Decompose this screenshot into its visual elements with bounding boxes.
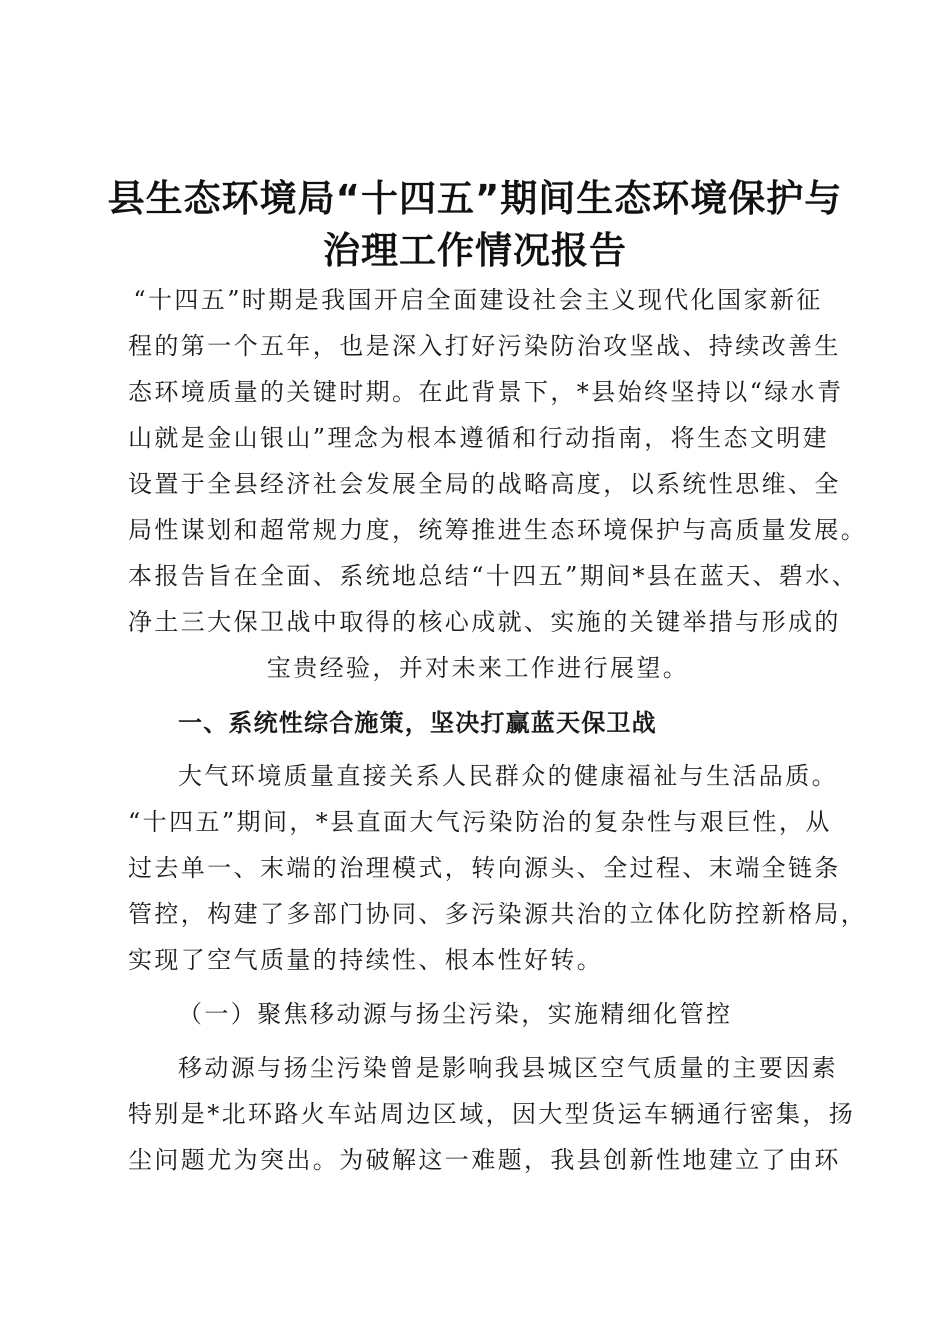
- intro-line: 净土三大保卫战中取得的核心成就、实施的关键举措与形成的: [128, 608, 841, 636]
- subsection-1-paragraph-line: 尘问题尤为突出。为破解这一难题，我县创新性地建立了由环: [128, 1146, 841, 1174]
- document-title-line-1: 县生态环境局“十四五”期间生态环境保护与: [107, 177, 843, 220]
- section-1-heading: 一、系统性综合施策，坚决打赢蓝天保卫战: [178, 709, 657, 737]
- intro-line: 程的第一个五年，也是深入打好污染防治攻坚战、持续改善生: [128, 332, 841, 360]
- intro-line: “十四五”时期是我国开启全面建设社会主义现代化国家新征: [133, 286, 823, 314]
- section-1-paragraph-line: 实现了空气质量的持续性、根本性好转。: [128, 946, 604, 974]
- intro-line: 态环境质量的关键时期。在此背景下，*县始终坚持以“绿水青: [128, 378, 844, 406]
- intro-line: 山就是金山银山”理念为根本遵循和行动指南，将生态文明建: [128, 424, 830, 452]
- subsection-1-paragraph-line: 移动源与扬尘污染曾是影响我县城区空气质量的主要因素: [178, 1054, 838, 1082]
- section-1-paragraph-line: 大气环境质量直接关系人民群众的健康福祉与生活品质。: [178, 762, 838, 790]
- section-1-paragraph-line: 过去单一、末端的治理模式，转向源头、全过程、末端全链条: [128, 854, 841, 882]
- intro-line: 局性谋划和超常规力度，统筹推进生态环境保护与高质量发展。: [128, 516, 868, 544]
- subsection-1-heading: （一）聚焦移动源与扬尘污染，实施精细化管控: [178, 1000, 733, 1028]
- intro-line: 设置于全县经济社会发展全局的战略高度，以系统性思维、全: [128, 470, 841, 498]
- section-1-paragraph-line: 管控，构建了多部门协同、多污染源共治的立体化防控新格局，: [128, 900, 868, 928]
- document-title-line-2: 治理工作情况报告: [323, 229, 627, 272]
- intro-line: 宝贵经验，并对未来工作进行展望。: [266, 654, 690, 682]
- section-1-paragraph-line: “十四五”期间，*县直面大气污染防治的复杂性与艰巨性，从: [128, 808, 832, 836]
- intro-line: 本报告旨在全面、系统地总结“十四五”期间*县在蓝天、碧水、: [128, 562, 859, 590]
- subsection-1-paragraph-line: 特别是*北环路火车站周边区域，因大型货运车辆通行密集，扬: [128, 1100, 856, 1128]
